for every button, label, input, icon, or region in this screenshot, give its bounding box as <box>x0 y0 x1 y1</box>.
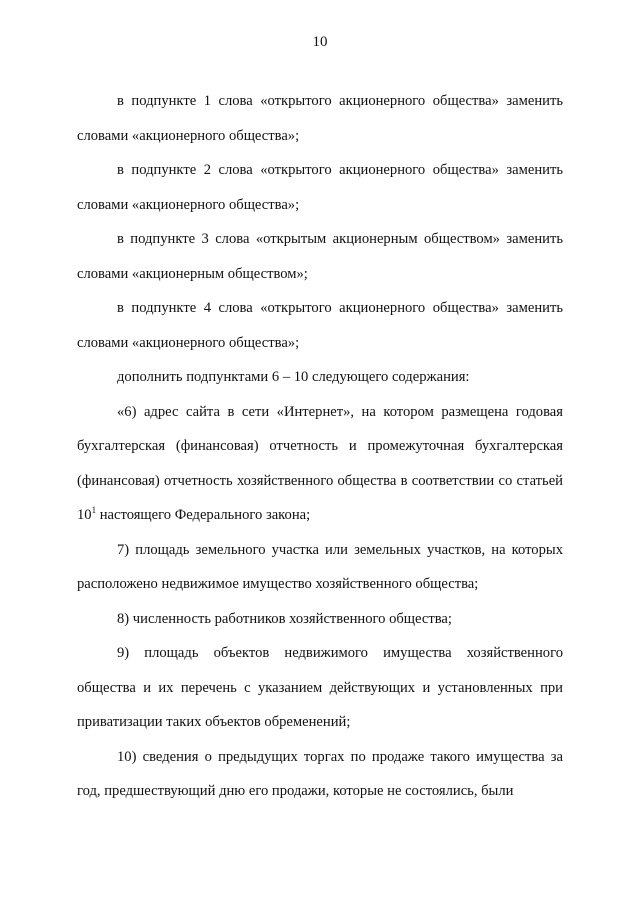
page-number: 10 <box>312 34 328 50</box>
paragraph-item-7: 7) площадь земельного участка или земельных участков, на которых расположено недвижимое имущество хозяйственного общества; <box>77 541 563 592</box>
paragraph-item-6 <box>77 395 563 533</box>
paragraph-subitem-1: в подпункте 1 слова «открытого акционерного общества» заменить словами «акционерного общества»; <box>77 93 563 144</box>
paragraph-subitem-4: в подпункте 4 слова «открытого акционерного общества» заменить словами «акционерного общества»; <box>77 300 563 351</box>
paragraph-subitem-3: в подпункте 3 слова «открытым акционерным обществом» заменить словами «акционерным обществом»; <box>77 231 563 282</box>
paragraph-subitem-2: в подпункте 2 слова «открытого акционерного общества» заменить словами «акционерного общества»; <box>77 162 563 213</box>
paragraph-item-6-text: «6) адрес сайта в сети «Интернет», на котором размещена годовая бухгалтерская (финансовая) отчетность и промежуточная бухгалтерская (финансовая) отчетность хозяйственного общества в соответствии со статьей 10 <box>77 403 563 523</box>
paragraph-item-6-tail: настоящего Федерального закона; <box>96 507 311 523</box>
paragraph-item-9: 9) площадь объектов недвижимого имущества хозяйственного общества и их перечень с указанием действующих и установленных при приватизации таких объектов обременений; <box>77 645 563 730</box>
document-body <box>77 84 563 809</box>
paragraph-add-subitems: дополнить подпунктами 6 – 10 следующего содержания: <box>117 369 470 385</box>
paragraph-item-10: 10) сведения о предыдущих торгах по продаже такого имущества за год, предшествующий дню его продажи, которые не состоялись, были <box>77 748 563 799</box>
paragraph-item-8: 8) численность работников хозяйственного общества; <box>117 610 452 627</box>
article-superscript: 1 <box>91 505 97 516</box>
